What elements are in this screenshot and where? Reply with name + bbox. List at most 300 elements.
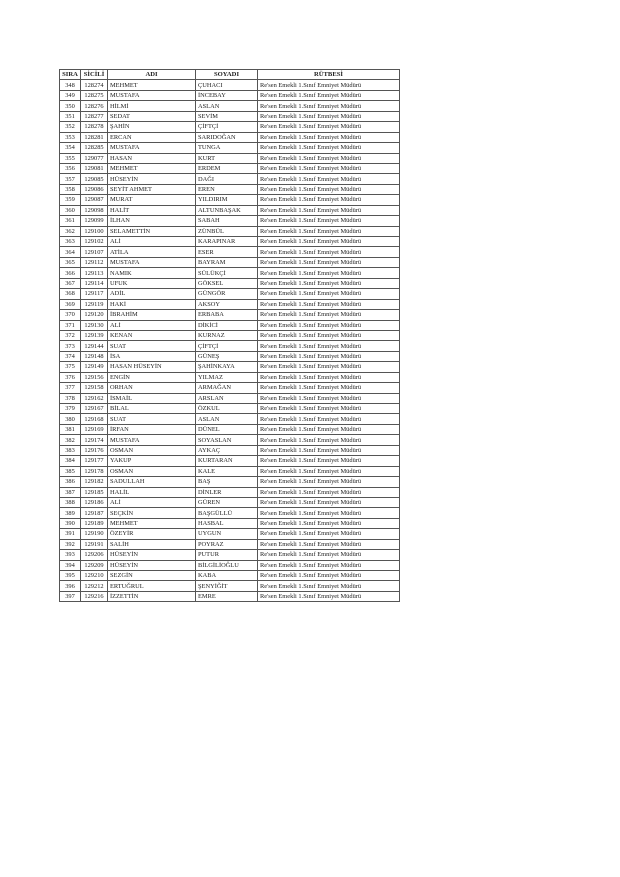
cell-rutbe: Re'sen Emekli 1.Sınıf Emniyet Müdürü xyxy=(258,362,400,372)
table-row xyxy=(60,581,400,591)
table-row xyxy=(60,226,400,236)
cell-rutbe: Re'sen Emekli 1.Sınıf Emniyet Müdürü xyxy=(258,132,400,142)
cell-sicil: 129117 xyxy=(81,289,108,299)
cell-soyadi: SEVİM xyxy=(196,111,258,121)
table-row xyxy=(60,237,400,247)
cell-soyadi: KURNAZ xyxy=(196,330,258,340)
cell-adi: HASAN HÜSEYİN xyxy=(108,362,196,372)
cell-sira: 353 xyxy=(60,132,81,142)
cell-adi: ORHAN xyxy=(108,383,196,393)
cell-soyadi: GÖKSEL xyxy=(196,278,258,288)
cell-sicil: 129112 xyxy=(81,257,108,267)
cell-adi: YAKUP xyxy=(108,456,196,466)
cell-adi: SADULLAH xyxy=(108,477,196,487)
cell-rutbe: Re'sen Emekli 1.Sınıf Emniyet Müdürü xyxy=(258,456,400,466)
cell-sicil: 129187 xyxy=(81,508,108,518)
cell-sira: 358 xyxy=(60,184,81,194)
cell-sira: 362 xyxy=(60,226,81,236)
cell-rutbe: Re'sen Emekli 1.Sınıf Emniyet Müdürü xyxy=(258,247,400,257)
table-row xyxy=(60,456,400,466)
cell-sira: 364 xyxy=(60,247,81,257)
cell-adi: OSMAN xyxy=(108,445,196,455)
cell-sira: 359 xyxy=(60,195,81,205)
cell-rutbe: Re'sen Emekli 1.Sınıf Emniyet Müdürü xyxy=(258,205,400,215)
table-row xyxy=(60,216,400,226)
cell-sicil: 129158 xyxy=(81,383,108,393)
cell-adi: MEHMET xyxy=(108,518,196,528)
table-row xyxy=(60,80,400,90)
cell-sicil: 128281 xyxy=(81,132,108,142)
cell-sicil: 129139 xyxy=(81,330,108,340)
cell-sicil: 129212 xyxy=(81,581,108,591)
cell-soyadi: ÇUHACI xyxy=(196,80,258,90)
cell-adi: HİLMİ xyxy=(108,101,196,111)
cell-adi: MUSTAFA xyxy=(108,435,196,445)
cell-sicil: 129216 xyxy=(81,591,108,601)
cell-adi: HASAN xyxy=(108,153,196,163)
cell-adi: SALİH xyxy=(108,539,196,549)
cell-soyadi: ZÜNBÜL xyxy=(196,226,258,236)
cell-rutbe: Re'sen Emekli 1.Sınıf Emniyet Müdürü xyxy=(258,153,400,163)
cell-soyadi: EMRE xyxy=(196,591,258,601)
cell-sira: 381 xyxy=(60,424,81,434)
table-row xyxy=(60,529,400,539)
cell-sira: 351 xyxy=(60,111,81,121)
cell-rutbe: Re'sen Emekli 1.Sınıf Emniyet Müdürü xyxy=(258,237,400,247)
cell-rutbe: Re'sen Emekli 1.Sınıf Emniyet Müdürü xyxy=(258,184,400,194)
cell-sira: 394 xyxy=(60,560,81,570)
cell-rutbe: Re'sen Emekli 1.Sınıf Emniyet Müdürü xyxy=(258,560,400,570)
cell-sicil: 128275 xyxy=(81,90,108,100)
table-row xyxy=(60,571,400,581)
cell-soyadi: KURTARAN xyxy=(196,456,258,466)
table-row xyxy=(60,143,400,153)
cell-rutbe: Re'sen Emekli 1.Sınıf Emniyet Müdürü xyxy=(258,591,400,601)
cell-soyadi: YILDIRIM xyxy=(196,195,258,205)
cell-sicil: 128285 xyxy=(81,143,108,153)
cell-sira: 374 xyxy=(60,351,81,361)
cell-sira: 377 xyxy=(60,383,81,393)
cell-sira: 370 xyxy=(60,310,81,320)
cell-soyadi: DİNLER xyxy=(196,487,258,497)
cell-rutbe: Re'sen Emekli 1.Sınıf Emniyet Müdürü xyxy=(258,195,400,205)
cell-soyadi: ESER xyxy=(196,247,258,257)
cell-rutbe: Re'sen Emekli 1.Sınıf Emniyet Müdürü xyxy=(258,163,400,173)
cell-adi: ALİ xyxy=(108,237,196,247)
cell-rutbe: Re'sen Emekli 1.Sınıf Emniyet Müdürü xyxy=(258,508,400,518)
table-row xyxy=(60,122,400,132)
cell-adi: SEYİT AHMET xyxy=(108,184,196,194)
cell-soyadi: KABA xyxy=(196,571,258,581)
header-row xyxy=(60,70,400,80)
cell-soyadi: SARIDOĞAN xyxy=(196,132,258,142)
cell-soyadi: KALE xyxy=(196,466,258,476)
table-row xyxy=(60,497,400,507)
cell-adi: HÜSEYİN xyxy=(108,560,196,570)
table-row xyxy=(60,404,400,414)
cell-rutbe: Re'sen Emekli 1.Sınıf Emniyet Müdürü xyxy=(258,383,400,393)
cell-rutbe: Re'sen Emekli 1.Sınıf Emniyet Müdürü xyxy=(258,268,400,278)
cell-sicil: 129176 xyxy=(81,445,108,455)
cell-rutbe: Re'sen Emekli 1.Sınıf Emniyet Müdürü xyxy=(258,404,400,414)
cell-adi: İSA xyxy=(108,351,196,361)
cell-rutbe: Re'sen Emekli 1.Sınıf Emniyet Müdürü xyxy=(258,310,400,320)
cell-rutbe: Re'sen Emekli 1.Sınıf Emniyet Müdürü xyxy=(258,216,400,226)
cell-rutbe: Re'sen Emekli 1.Sınıf Emniyet Müdürü xyxy=(258,487,400,497)
cell-sicil: 129081 xyxy=(81,163,108,173)
cell-soyadi: ARMAĞAN xyxy=(196,383,258,393)
cell-sicil: 129107 xyxy=(81,247,108,257)
cell-sicil: 129098 xyxy=(81,205,108,215)
cell-rutbe: Re'sen Emekli 1.Sınıf Emniyet Müdürü xyxy=(258,477,400,487)
table-row xyxy=(60,383,400,393)
table-row xyxy=(60,299,400,309)
cell-sira: 367 xyxy=(60,278,81,288)
cell-soyadi: SÜLÜKÇİ xyxy=(196,268,258,278)
cell-soyadi: AKSOY xyxy=(196,299,258,309)
table-body xyxy=(60,80,400,602)
cell-rutbe: Re'sen Emekli 1.Sınıf Emniyet Müdürü xyxy=(258,414,400,424)
cell-adi: ENGİN xyxy=(108,372,196,382)
cell-sicil: 129085 xyxy=(81,174,108,184)
cell-soyadi: ASLAN xyxy=(196,101,258,111)
cell-sicil: 129190 xyxy=(81,529,108,539)
cell-soyadi: SOYASLAN xyxy=(196,435,258,445)
cell-sira: 388 xyxy=(60,497,81,507)
cell-soyadi: GÜNGÖR xyxy=(196,289,258,299)
table-row xyxy=(60,247,400,257)
cell-rutbe: Re'sen Emekli 1.Sınıf Emniyet Müdürü xyxy=(258,341,400,351)
cell-adi: İLHAN xyxy=(108,216,196,226)
cell-sira: 387 xyxy=(60,487,81,497)
cell-rutbe: Re'sen Emekli 1.Sınıf Emniyet Müdürü xyxy=(258,581,400,591)
header-adi: ADI xyxy=(108,70,196,80)
table-row xyxy=(60,560,400,570)
cell-rutbe: Re'sen Emekli 1.Sınıf Emniyet Müdürü xyxy=(258,226,400,236)
cell-sicil: 129185 xyxy=(81,487,108,497)
cell-soyadi: BAŞGÜLLÜ xyxy=(196,508,258,518)
cell-sira: 376 xyxy=(60,372,81,382)
table-row xyxy=(60,477,400,487)
cell-sicil: 129206 xyxy=(81,550,108,560)
cell-soyadi: ERDEM xyxy=(196,163,258,173)
cell-sira: 380 xyxy=(60,414,81,424)
cell-sira: 393 xyxy=(60,550,81,560)
cell-sicil: 129086 xyxy=(81,184,108,194)
cell-sicil: 129099 xyxy=(81,216,108,226)
cell-sicil: 129100 xyxy=(81,226,108,236)
cell-soyadi: ŞAHİNKAYA xyxy=(196,362,258,372)
cell-sicil: 129189 xyxy=(81,518,108,528)
header-rutbe: RÜTBESİ xyxy=(258,70,400,80)
cell-adi: BİLAL xyxy=(108,404,196,414)
cell-rutbe: Re'sen Emekli 1.Sınıf Emniyet Müdürü xyxy=(258,122,400,132)
cell-rutbe: Re'sen Emekli 1.Sınıf Emniyet Müdürü xyxy=(258,497,400,507)
cell-sicil: 129077 xyxy=(81,153,108,163)
table-row xyxy=(60,591,400,601)
cell-sira: 382 xyxy=(60,435,81,445)
cell-sicil: 129130 xyxy=(81,320,108,330)
table-row xyxy=(60,163,400,173)
table-row xyxy=(60,393,400,403)
cell-rutbe: Re'sen Emekli 1.Sınıf Emniyet Müdürü xyxy=(258,289,400,299)
table-row xyxy=(60,341,400,351)
cell-soyadi: SABAH xyxy=(196,216,258,226)
cell-adi: MEHMET xyxy=(108,163,196,173)
cell-adi: İSMAİL xyxy=(108,393,196,403)
cell-sicil: 128278 xyxy=(81,122,108,132)
cell-sira: 369 xyxy=(60,299,81,309)
cell-rutbe: Re'sen Emekli 1.Sınıf Emniyet Müdürü xyxy=(258,571,400,581)
cell-adi: İZZETTİN xyxy=(108,591,196,601)
header-soyadi: SOYADI xyxy=(196,70,258,80)
cell-sira: 384 xyxy=(60,456,81,466)
cell-sira: 363 xyxy=(60,237,81,247)
cell-rutbe: Re'sen Emekli 1.Sınıf Emniyet Müdürü xyxy=(258,320,400,330)
cell-soyadi: ŞENYİĞİT xyxy=(196,581,258,591)
table-row xyxy=(60,372,400,382)
cell-rutbe: Re'sen Emekli 1.Sınıf Emniyet Müdürü xyxy=(258,257,400,267)
cell-adi: SEÇKİN xyxy=(108,508,196,518)
header-sira: SIRA xyxy=(60,70,81,80)
cell-soyadi: ÇİFTÇİ xyxy=(196,122,258,132)
cell-sicil: 128277 xyxy=(81,111,108,121)
cell-sira: 396 xyxy=(60,581,81,591)
cell-rutbe: Re'sen Emekli 1.Sınıf Emniyet Müdürü xyxy=(258,143,400,153)
cell-soyadi: DAĞI xyxy=(196,174,258,184)
cell-soyadi: BİLGİLİOĞLU xyxy=(196,560,258,570)
cell-rutbe: Re'sen Emekli 1.Sınıf Emniyet Müdürü xyxy=(258,518,400,528)
cell-rutbe: Re'sen Emekli 1.Sınıf Emniyet Müdürü xyxy=(258,101,400,111)
table-row xyxy=(60,539,400,549)
cell-sicil: 129148 xyxy=(81,351,108,361)
cell-sira: 395 xyxy=(60,571,81,581)
cell-soyadi: DÜNEL xyxy=(196,424,258,434)
cell-adi: HÜSEYİN xyxy=(108,550,196,560)
cell-sicil: 129149 xyxy=(81,362,108,372)
cell-soyadi: GÜREN xyxy=(196,497,258,507)
cell-soyadi: TUNGA xyxy=(196,143,258,153)
cell-sicil: 129087 xyxy=(81,195,108,205)
cell-sira: 391 xyxy=(60,529,81,539)
cell-sicil: 128276 xyxy=(81,101,108,111)
table-row xyxy=(60,518,400,528)
cell-adi: ÖZEYİR xyxy=(108,529,196,539)
cell-sira: 348 xyxy=(60,80,81,90)
cell-rutbe: Re'sen Emekli 1.Sınıf Emniyet Müdürü xyxy=(258,539,400,549)
cell-sicil: 129113 xyxy=(81,268,108,278)
table-row xyxy=(60,508,400,518)
cell-adi: SUAT xyxy=(108,341,196,351)
table-row xyxy=(60,414,400,424)
cell-sira: 357 xyxy=(60,174,81,184)
cell-soyadi: ÇİFTÇİ xyxy=(196,341,258,351)
table-row xyxy=(60,195,400,205)
cell-sira: 356 xyxy=(60,163,81,173)
table-row xyxy=(60,111,400,121)
cell-soyadi: GÜNEŞ xyxy=(196,351,258,361)
cell-sicil: 129182 xyxy=(81,477,108,487)
cell-soyadi: ASLAN xyxy=(196,414,258,424)
cell-adi: HALİL xyxy=(108,487,196,497)
table-row xyxy=(60,351,400,361)
cell-rutbe: Re'sen Emekli 1.Sınıf Emniyet Müdürü xyxy=(258,111,400,121)
cell-adi: UFUK xyxy=(108,278,196,288)
cell-rutbe: Re'sen Emekli 1.Sınıf Emniyet Müdürü xyxy=(258,330,400,340)
cell-sira: 361 xyxy=(60,216,81,226)
cell-sira: 397 xyxy=(60,591,81,601)
table-row xyxy=(60,132,400,142)
cell-adi: SEZGİN xyxy=(108,571,196,581)
table-row xyxy=(60,320,400,330)
cell-soyadi: BAYRAM xyxy=(196,257,258,267)
cell-sira: 371 xyxy=(60,320,81,330)
cell-sira: 385 xyxy=(60,466,81,476)
cell-rutbe: Re'sen Emekli 1.Sınıf Emniyet Müdürü xyxy=(258,424,400,434)
cell-sicil: 129144 xyxy=(81,341,108,351)
cell-sicil: 129102 xyxy=(81,237,108,247)
table-row xyxy=(60,184,400,194)
cell-sicil: 129209 xyxy=(81,560,108,570)
cell-rutbe: Re'sen Emekli 1.Sınıf Emniyet Müdürü xyxy=(258,445,400,455)
cell-adi: MURAT xyxy=(108,195,196,205)
personnel-table xyxy=(59,69,400,602)
cell-adi: ERTUĞRUL xyxy=(108,581,196,591)
cell-sicil: 129177 xyxy=(81,456,108,466)
cell-adi: ALİ xyxy=(108,497,196,507)
cell-adi: HAKİ xyxy=(108,299,196,309)
cell-adi: ALİ xyxy=(108,320,196,330)
cell-soyadi: KARAPINAR xyxy=(196,237,258,247)
cell-sira: 349 xyxy=(60,90,81,100)
header-sicil: SİCİLİ xyxy=(81,70,108,80)
cell-adi: SEDAT xyxy=(108,111,196,121)
cell-soyadi: EREN xyxy=(196,184,258,194)
cell-soyadi: UYGUN xyxy=(196,529,258,539)
cell-adi: SELAMETTİN xyxy=(108,226,196,236)
cell-sira: 392 xyxy=(60,539,81,549)
cell-soyadi: İNCEBAY xyxy=(196,90,258,100)
cell-sicil: 129210 xyxy=(81,571,108,581)
cell-adi: HALİT xyxy=(108,205,196,215)
cell-rutbe: Re'sen Emekli 1.Sınıf Emniyet Müdürü xyxy=(258,299,400,309)
cell-sicil: 129156 xyxy=(81,372,108,382)
cell-sicil: 129114 xyxy=(81,278,108,288)
cell-sira: 354 xyxy=(60,143,81,153)
cell-sira: 386 xyxy=(60,477,81,487)
cell-rutbe: Re'sen Emekli 1.Sınıf Emniyet Müdürü xyxy=(258,351,400,361)
cell-rutbe: Re'sen Emekli 1.Sınıf Emniyet Müdürü xyxy=(258,90,400,100)
cell-sicil: 129174 xyxy=(81,435,108,445)
cell-sicil: 129162 xyxy=(81,393,108,403)
cell-adi: ŞAHİN xyxy=(108,122,196,132)
cell-soyadi: KURT xyxy=(196,153,258,163)
cell-sira: 352 xyxy=(60,122,81,132)
cell-adi: MEHMET xyxy=(108,80,196,90)
cell-sira: 390 xyxy=(60,518,81,528)
cell-sicil: 129186 xyxy=(81,497,108,507)
table-row xyxy=(60,330,400,340)
cell-adi: İBRAHİM xyxy=(108,310,196,320)
table-row xyxy=(60,101,400,111)
table-row xyxy=(60,278,400,288)
cell-soyadi: HASBAL xyxy=(196,518,258,528)
cell-sira: 372 xyxy=(60,330,81,340)
cell-soyadi: YILMAZ xyxy=(196,372,258,382)
cell-rutbe: Re'sen Emekli 1.Sınıf Emniyet Müdürü xyxy=(258,393,400,403)
cell-adi: SUAT xyxy=(108,414,196,424)
table-row xyxy=(60,153,400,163)
cell-adi: MUSTAFA xyxy=(108,90,196,100)
cell-rutbe: Re'sen Emekli 1.Sınıf Emniyet Müdürü xyxy=(258,435,400,445)
cell-soyadi: ALTUNBAŞAK xyxy=(196,205,258,215)
cell-adi: İRFAN xyxy=(108,424,196,434)
cell-sira: 366 xyxy=(60,268,81,278)
cell-soyadi: PUTUR xyxy=(196,550,258,560)
table-row xyxy=(60,268,400,278)
cell-rutbe: Re'sen Emekli 1.Sınıf Emniyet Müdürü xyxy=(258,372,400,382)
cell-sira: 378 xyxy=(60,393,81,403)
table-row xyxy=(60,174,400,184)
cell-sicil: 129178 xyxy=(81,466,108,476)
cell-sira: 368 xyxy=(60,289,81,299)
cell-sicil: 129169 xyxy=(81,424,108,434)
table-row xyxy=(60,435,400,445)
table-row xyxy=(60,466,400,476)
cell-soyadi: DİKİCİ xyxy=(196,320,258,330)
cell-sicil: 129167 xyxy=(81,404,108,414)
table-row xyxy=(60,424,400,434)
cell-adi: KENAN xyxy=(108,330,196,340)
cell-sira: 355 xyxy=(60,153,81,163)
cell-rutbe: Re'sen Emekli 1.Sınıf Emniyet Müdürü xyxy=(258,466,400,476)
cell-rutbe: Re'sen Emekli 1.Sınıf Emniyet Müdürü xyxy=(258,550,400,560)
cell-soyadi: ERBABA xyxy=(196,310,258,320)
cell-sicil: 128274 xyxy=(81,80,108,90)
cell-sira: 383 xyxy=(60,445,81,455)
cell-sira: 365 xyxy=(60,257,81,267)
cell-adi: ADİL xyxy=(108,289,196,299)
cell-adi: ERCAN xyxy=(108,132,196,142)
cell-sicil: 129119 xyxy=(81,299,108,309)
cell-adi: ATİLA xyxy=(108,247,196,257)
cell-soyadi: ARSLAN xyxy=(196,393,258,403)
cell-sira: 360 xyxy=(60,205,81,215)
cell-sicil: 129168 xyxy=(81,414,108,424)
cell-adi: MUSTAFA xyxy=(108,143,196,153)
table-row xyxy=(60,310,400,320)
table-row xyxy=(60,445,400,455)
cell-sicil: 129191 xyxy=(81,539,108,549)
cell-sira: 350 xyxy=(60,101,81,111)
table-row xyxy=(60,487,400,497)
cell-adi: MUSTAFA xyxy=(108,257,196,267)
table-row xyxy=(60,90,400,100)
table-row xyxy=(60,257,400,267)
cell-soyadi: AYKAÇ xyxy=(196,445,258,455)
cell-sira: 389 xyxy=(60,508,81,518)
cell-soyadi: BAŞ xyxy=(196,477,258,487)
cell-soyadi: POYRAZ xyxy=(196,539,258,549)
cell-adi: NAMIK xyxy=(108,268,196,278)
table-row xyxy=(60,205,400,215)
cell-rutbe: Re'sen Emekli 1.Sınıf Emniyet Müdürü xyxy=(258,529,400,539)
cell-adi: OSMAN xyxy=(108,466,196,476)
table-row xyxy=(60,289,400,299)
cell-rutbe: Re'sen Emekli 1.Sınıf Emniyet Müdürü xyxy=(258,278,400,288)
cell-rutbe: Re'sen Emekli 1.Sınıf Emniyet Müdürü xyxy=(258,80,400,90)
cell-sicil: 129120 xyxy=(81,310,108,320)
